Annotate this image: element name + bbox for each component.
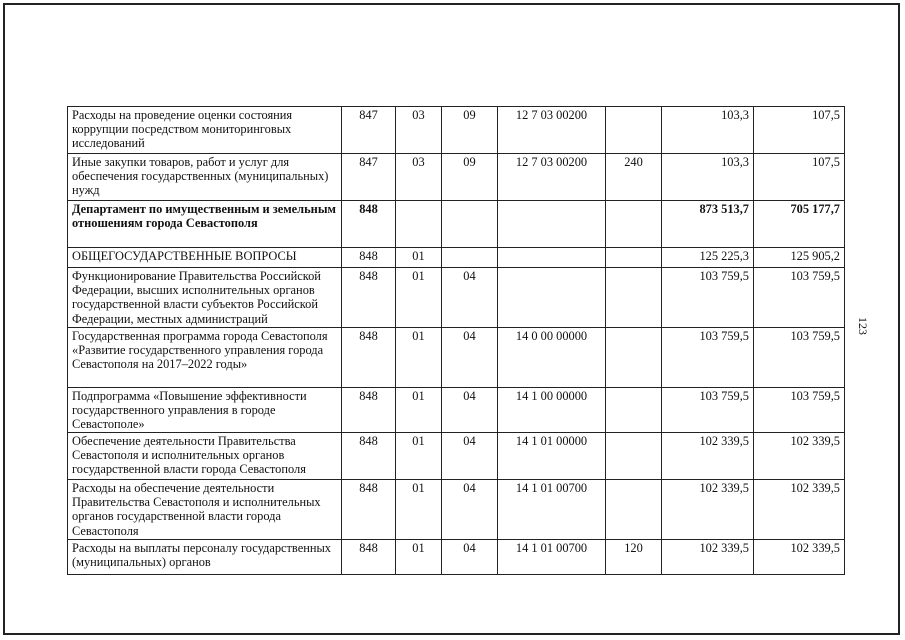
cell-sum-2: 103 759,5 bbox=[754, 268, 845, 328]
cell-vr bbox=[606, 480, 662, 540]
cell-rz: 01 bbox=[396, 480, 442, 540]
cell-rz: 01 bbox=[396, 540, 442, 575]
cell-name: Государственная программа города Севастополя «Развитие государственного управления города Севастополя на 2017–2022 годы» bbox=[68, 328, 342, 388]
cell-ved: 847 bbox=[342, 154, 396, 201]
cell-vr bbox=[606, 328, 662, 388]
cell-pr: 09 bbox=[442, 154, 498, 201]
cell-sum-1: 125 225,3 bbox=[662, 248, 754, 268]
cell-sum-1: 103,3 bbox=[662, 107, 754, 154]
cell-sum-1: 103 759,5 bbox=[662, 328, 754, 388]
cell-rz: 01 bbox=[396, 328, 442, 388]
table-row bbox=[68, 328, 845, 388]
cell-vr bbox=[606, 268, 662, 328]
cell-ved: 847 bbox=[342, 107, 396, 154]
table-row bbox=[68, 248, 845, 268]
cell-vr: 120 bbox=[606, 540, 662, 575]
cell-ved: 848 bbox=[342, 201, 396, 248]
cell-pr: 04 bbox=[442, 480, 498, 540]
cell-pr: 04 bbox=[442, 388, 498, 433]
cell-name: Обеспечение деятельности Правительства Севастополя и исполнительных органов государственной власти города Севастополя bbox=[68, 433, 342, 480]
cell-name: Расходы на обеспечение деятельности Правительства Севастополя и исполнительных органов государственной власти города Севастополя bbox=[68, 480, 342, 540]
table-row bbox=[68, 540, 845, 575]
cell-vr bbox=[606, 433, 662, 480]
cell-csr: 14 1 01 00000 bbox=[498, 433, 606, 480]
table-row bbox=[68, 268, 845, 328]
cell-rz: 03 bbox=[396, 107, 442, 154]
cell-pr bbox=[442, 248, 498, 268]
cell-rz: 01 bbox=[396, 388, 442, 433]
cell-sum-2: 103 759,5 bbox=[754, 388, 845, 433]
cell-sum-2: 103 759,5 bbox=[754, 328, 845, 388]
cell-csr bbox=[498, 201, 606, 248]
cell-csr: 14 1 01 00700 bbox=[498, 540, 606, 575]
cell-pr bbox=[442, 201, 498, 248]
cell-csr: 12 7 03 00200 bbox=[498, 154, 606, 201]
cell-name: ОБЩЕГОСУДАРСТВЕННЫЕ ВОПРОСЫ bbox=[68, 248, 342, 268]
cell-csr: 14 0 00 00000 bbox=[498, 328, 606, 388]
table-row bbox=[68, 107, 845, 154]
table-row bbox=[68, 433, 845, 480]
cell-sum-2: 102 339,5 bbox=[754, 540, 845, 575]
cell-ved: 848 bbox=[342, 328, 396, 388]
cell-sum-2: 705 177,7 bbox=[754, 201, 845, 248]
cell-pr: 04 bbox=[442, 540, 498, 575]
page-number: 123 bbox=[856, 317, 870, 335]
cell-vr bbox=[606, 107, 662, 154]
cell-sum-2: 107,5 bbox=[754, 154, 845, 201]
cell-csr bbox=[498, 248, 606, 268]
cell-pr: 09 bbox=[442, 107, 498, 154]
table-row bbox=[68, 154, 845, 201]
cell-name: Департамент по имущественным и земельным отношениям города Севастополя bbox=[68, 201, 342, 248]
cell-pr: 04 bbox=[442, 328, 498, 388]
cell-rz: 03 bbox=[396, 154, 442, 201]
cell-csr: 14 1 01 00700 bbox=[498, 480, 606, 540]
table-body bbox=[68, 107, 845, 575]
cell-pr: 04 bbox=[442, 268, 498, 328]
cell-sum-1: 103,3 bbox=[662, 154, 754, 201]
cell-sum-1: 102 339,5 bbox=[662, 480, 754, 540]
cell-name: Функционирование Правительства Российской Федерации, высших исполнительных органов государственной власти субъектов Российской Федерации, местных администраций bbox=[68, 268, 342, 328]
cell-sum-1: 873 513,7 bbox=[662, 201, 754, 248]
cell-csr: 12 7 03 00200 bbox=[498, 107, 606, 154]
budget-table bbox=[67, 106, 845, 575]
cell-sum-2: 102 339,5 bbox=[754, 433, 845, 480]
cell-pr: 04 bbox=[442, 433, 498, 480]
cell-csr: 14 1 00 00000 bbox=[498, 388, 606, 433]
cell-vr: 240 bbox=[606, 154, 662, 201]
table-row bbox=[68, 201, 845, 248]
cell-name: Подпрограмма «Повышение эффективности государственного управления в городе Севастополе» bbox=[68, 388, 342, 433]
cell-sum-1: 102 339,5 bbox=[662, 540, 754, 575]
table-row bbox=[68, 480, 845, 540]
cell-sum-1: 102 339,5 bbox=[662, 433, 754, 480]
cell-ved: 848 bbox=[342, 248, 396, 268]
cell-ved: 848 bbox=[342, 388, 396, 433]
cell-rz bbox=[396, 201, 442, 248]
cell-ved: 848 bbox=[342, 268, 396, 328]
cell-rz: 01 bbox=[396, 268, 442, 328]
cell-vr bbox=[606, 388, 662, 433]
cell-sum-1: 103 759,5 bbox=[662, 268, 754, 328]
table-row bbox=[68, 388, 845, 433]
cell-csr bbox=[498, 268, 606, 328]
cell-name: Иные закупки товаров, работ и услуг для обеспечения государственных (муниципальных) нужд bbox=[68, 154, 342, 201]
cell-vr bbox=[606, 248, 662, 268]
cell-sum-2: 107,5 bbox=[754, 107, 845, 154]
cell-sum-2: 102 339,5 bbox=[754, 480, 845, 540]
cell-ved: 848 bbox=[342, 480, 396, 540]
cell-ved: 848 bbox=[342, 540, 396, 575]
cell-name: Расходы на выплаты персоналу государственных (муниципальных) органов bbox=[68, 540, 342, 575]
cell-sum-2: 125 905,2 bbox=[754, 248, 845, 268]
cell-rz: 01 bbox=[396, 433, 442, 480]
cell-ved: 848 bbox=[342, 433, 396, 480]
cell-name: Расходы на проведение оценки состояния коррупции посредством мониторинговых исследований bbox=[68, 107, 342, 154]
cell-vr bbox=[606, 201, 662, 248]
cell-rz: 01 bbox=[396, 248, 442, 268]
cell-sum-1: 103 759,5 bbox=[662, 388, 754, 433]
